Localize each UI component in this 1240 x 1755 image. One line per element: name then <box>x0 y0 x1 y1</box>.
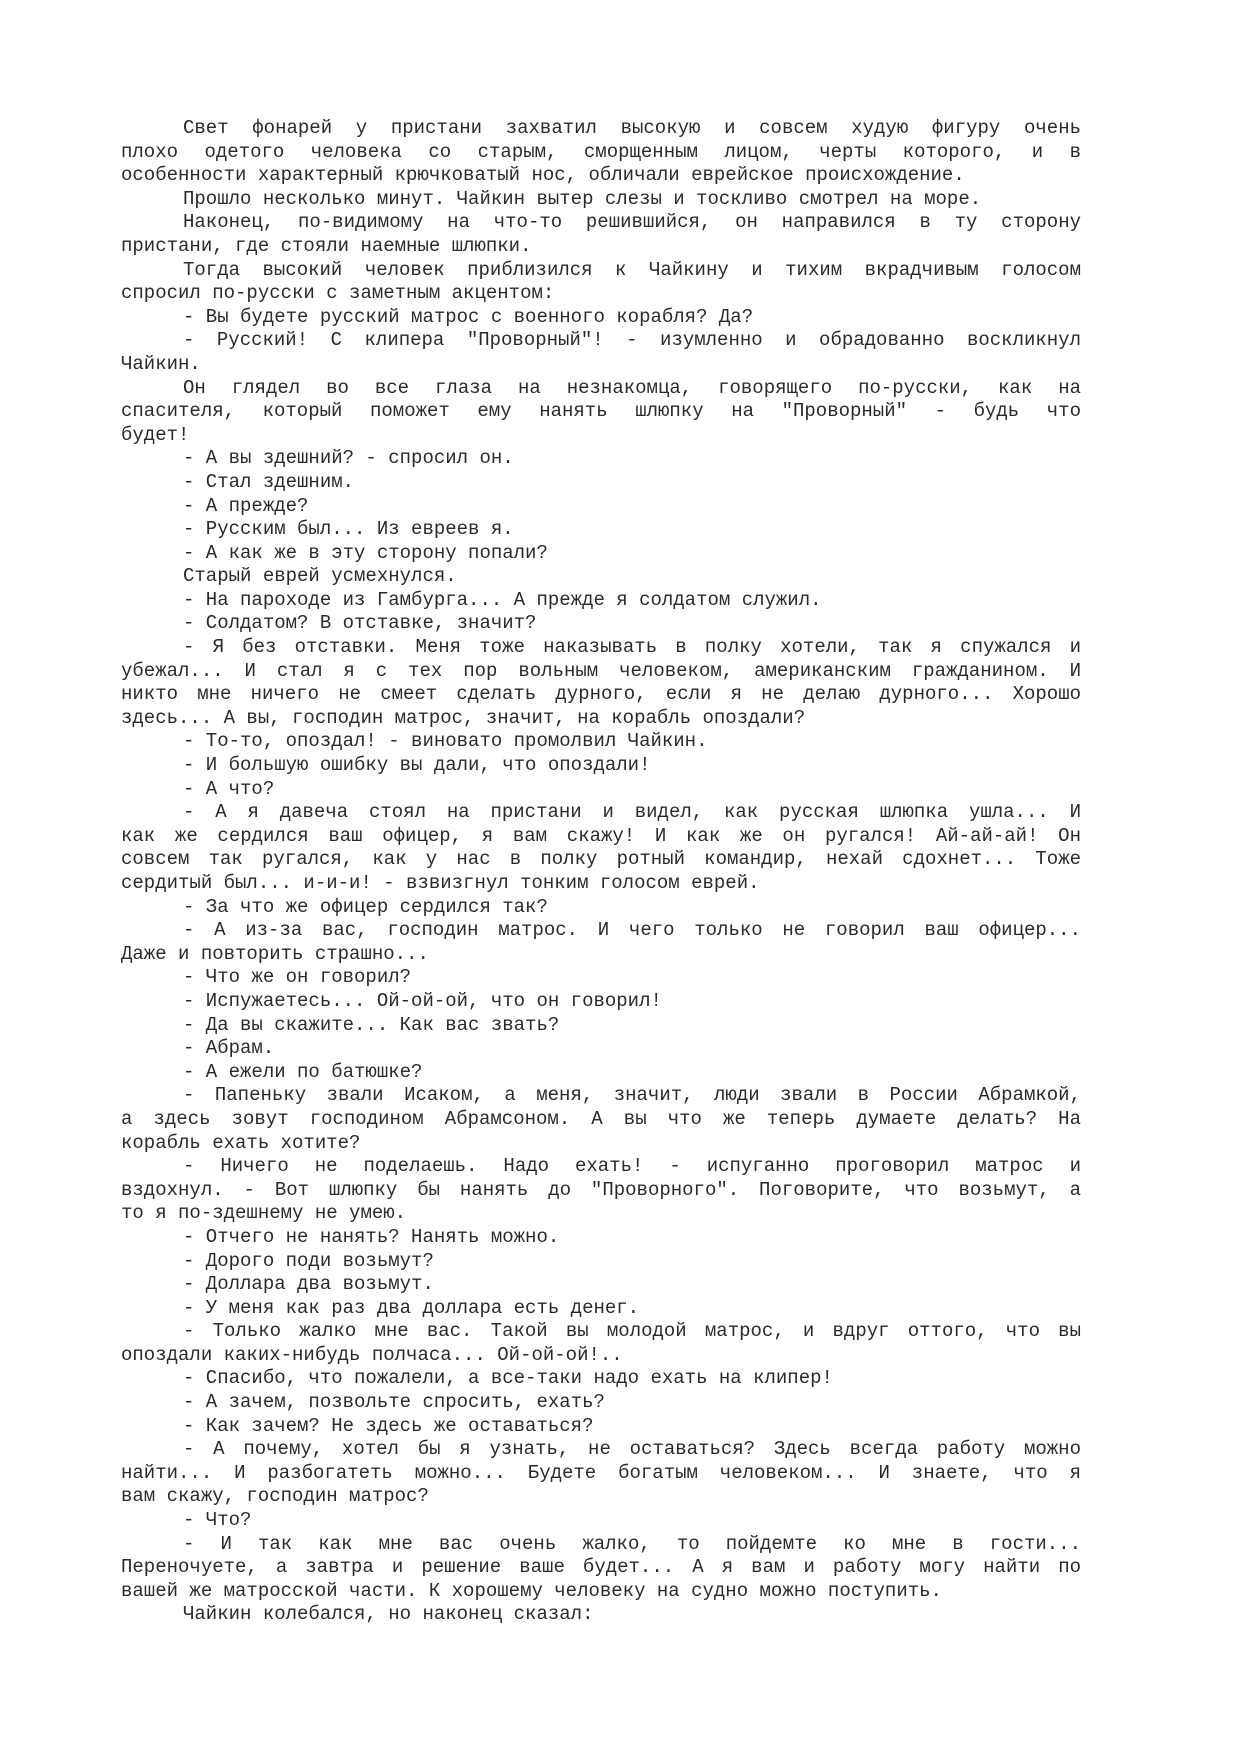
text-line: - Папеньку звали Исаком, а меня, значит, люди звали в России Абрамкой, <box>183 1084 1081 1107</box>
text-line: здесь... А вы, господин матрос, значит, на корабль опоздали? <box>121 706 806 729</box>
text-line: плохо одетого человека со старым, сморщенным лицом, черты которого, и в <box>121 140 1081 163</box>
text-line: корабль ехать хотите? <box>121 1131 361 1154</box>
text-line: Старый еврей усмехнулся. <box>183 565 457 588</box>
text-line: - На пароходе из Гамбурга... А прежде я солдатом служил. <box>183 588 822 611</box>
text-line: - Русский! С клипера "Проворный"! - изумленно и обрадованно воскликнул <box>183 329 1081 352</box>
text-line: - Отчего не нанять? Нанять можно. <box>183 1225 560 1248</box>
text-line: - Что? <box>183 1509 252 1532</box>
text-line: - Испужаетесь... Ой-ой-ой, что он говорил! <box>183 989 662 1012</box>
text-line: - Стал здешним. <box>183 470 355 493</box>
text-line: то я по-здешнему не умею. <box>121 1202 407 1225</box>
text-line: - Что же он говорил? <box>183 966 412 989</box>
text-line: - А ежели по батюшке? <box>183 1060 423 1083</box>
text-line: - Ничего не поделаешь. Надо ехать! - испуганно проговорил матрос и <box>183 1155 1081 1178</box>
text-line: особенности характерный крючковатый нос, обличали еврейское происхождение. <box>121 164 965 187</box>
text-line: - Русским был... Из евреев я. <box>183 518 514 541</box>
document-body <box>121 117 1081 1627</box>
text-line: - Дорого поди возьмут? <box>183 1249 434 1272</box>
text-line: вздохнул. - Вот шлюпку бы нанять до "Проворного". Поговорите, что возьмут, а <box>121 1178 1081 1201</box>
text-line: спасителя, который поможет ему нанять шлюпку на "Проворный" - будь что <box>121 400 1081 423</box>
text-line: как же сердился ваш офицер, я вам скажу! И как же он ругался! Ай-ай-ай! Он <box>121 824 1081 847</box>
text-line: Тогда высокий человек приблизился к Чайкину и тихим вкрадчивым голосом <box>183 258 1081 281</box>
text-line: будет! <box>121 423 190 446</box>
text-line: - Солдатом? В отставке, значит? <box>183 612 537 635</box>
text-line: - Как зачем? Не здесь же оставаться? <box>183 1414 594 1437</box>
text-line: спросил по-русски с заметным акцентом: <box>121 282 555 305</box>
text-line: - Спасибо, что пожалели, а все-таки надо ехать на клипер! <box>183 1367 833 1390</box>
text-line: - А вы здешний? - спросил он. <box>183 447 514 470</box>
text-line: - За что же офицер сердился так? <box>183 895 548 918</box>
text-line: - И так как мне вас очень жалко, то пойдемте ко мне в гости... <box>183 1532 1081 1555</box>
text-line: совсем так ругался, как у нас в полку ротный командир, нехай сдохнет... Тоже <box>121 848 1081 871</box>
text-line: - Только жалко мне вас. Такой вы молодой матрос, и вдруг оттого, что вы <box>183 1320 1081 1343</box>
text-line: - А что? <box>183 777 275 800</box>
text-line: - А я давеча стоял на пристани и видел, как русская шлюпка ушла... И <box>183 801 1081 824</box>
text-line: - Да вы скажите... Как вас звать? <box>183 1013 560 1036</box>
text-line: Переночуете, а завтра и решение ваше будет... А я вам и работу могу найти по <box>121 1556 1081 1579</box>
text-line: - Доллара два возьмут. <box>183 1273 434 1296</box>
text-line: Свет фонарей у пристани захватил высокую и совсем худую фигуру очень <box>183 117 1081 139</box>
text-line: - А как же в эту сторону попали? <box>183 541 548 564</box>
text-line: Чайкин колебался, но наконец сказал: <box>183 1603 594 1626</box>
text-line: Прошло несколько минут. Чайкин вытер слезы и тоскливо смотрел на море. <box>183 187 982 210</box>
text-line: - А из-за вас, господин матрос. И чего только не говорил ваш офицер... <box>183 919 1081 942</box>
text-line: а здесь зовут господином Абрамсоном. А вы что же теперь думаете делать? На <box>121 1107 1081 1130</box>
text-line: опоздали каких-нибудь полчаса... Ой-ой-ой!.. <box>121 1343 623 1366</box>
text-line: Он глядел во все глаза на незнакомца, говорящего по-русски, как на <box>183 376 1081 399</box>
text-line: найти... И разбогатеть можно... Будете богатым человеком... И знаете, что я <box>121 1461 1081 1484</box>
text-line: убежал... И стал я с тех пор вольным человеком, американским гражданином. И <box>121 659 1081 682</box>
text-line: - Абрам. <box>183 1037 275 1060</box>
text-line: вашей же матросской части. К хорошему человеку на судно можно поступить. <box>121 1579 942 1602</box>
text-line: - И большую ошибку вы дали, что опоздали! <box>183 754 651 777</box>
text-line: Даже и повторить страшно... <box>121 942 429 965</box>
text-line: - Я без отставки. Меня тоже наказывать в полку хотели, так я спужался и <box>183 636 1081 659</box>
text-line: - Вы будете русский матрос с военного корабля? Да? <box>183 305 754 328</box>
text-line: никто мне ничего не смеет сделать дурного, если я не делаю дурного... Хорошо <box>121 683 1081 706</box>
text-line: сердитый был... и-и-и! - взвизгнул тонким голосом еврей. <box>121 872 760 894</box>
text-line: - А прежде? <box>183 494 309 517</box>
text-line: вам скажу, господин матрос? <box>121 1485 429 1508</box>
text-line: - А зачем, позвольте спросить, ехать? <box>183 1391 605 1414</box>
text-line: пристани, где стояли наемные шлюпки. <box>121 234 532 257</box>
text-line: - А почему, хотел бы я узнать, не оставаться? Здесь всегда работу можно <box>183 1438 1081 1461</box>
text-line: Наконец, по-видимому на что-то решившийся, он направился в ту сторону <box>183 211 1081 234</box>
text-line: - То-то, опоздал! - виновато промолвил Чайкин. <box>183 730 708 753</box>
text-line: - У меня как раз два доллара есть денег. <box>183 1296 640 1319</box>
text-line: Чайкин. <box>121 352 201 375</box>
